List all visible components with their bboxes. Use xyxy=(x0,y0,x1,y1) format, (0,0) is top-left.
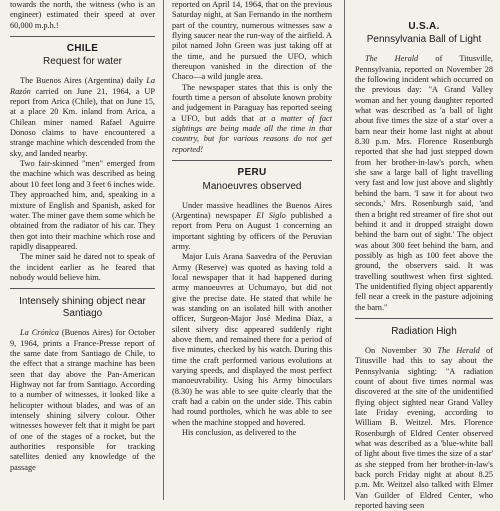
article-paragraph: The Herald of Titusville, Pennsylvania, reported on November 28 the following incident which occurred on the previous day: "A Grand Valley woman and her young daughter reported what was described as 'a ball of light about five times the size of a star' over a barn near their home last night at about 8.30 p.m. Mrs. Florence Rosenburgh reported that she had just stepped down from her brother-in-law's porch, when she saw a large ball of light travelling very fast and low just above and slightly behind the barn. 'I saw it for about two seconds,' Mrs. Rosenburgh said, 'and then a bright red streamer of fire shot out behind it and it dropped straight down behind the barn out of sight.' The object was about 300 feet behind the barn, and possibly as high as 100 feet above the ground, the observers said. It was travelling southwest when first sighted. The unidentified flying object apparently fell near a creek in the pasture adjoining the barn." xyxy=(355,54,493,312)
headline-radiation-high: Radiation High xyxy=(391,325,457,337)
section-rule xyxy=(172,160,332,161)
section-rule xyxy=(355,318,493,319)
article-paragraph: Major Luis Arana Saavedra of the Peruvian Army (Reserve) was quoted as having told a local newspaper that it had happened during army manoeuvres at Uchumayo, but did not give the precise date. He stated that while he was standing on an isolated hill with another officer, Surgeon-Major José Medina Díaz, a silent silvery disc appeared suddenly right above them, and remained there for a period of five minutes, checked by his watch. During this time the craft performed various evolutions at varying speeds, and displayed the most perfect manoeuvrability. Using his Army binoculars (8.30) he was able to see quite clearly that the craft had a cabin on the under side. This cabin had round portholes, which he was able to see when the machine stopped and hovered. xyxy=(172,252,332,427)
country-heading-peru: PERU xyxy=(237,167,267,179)
intro-paragraph: towards the north, the witness (who is an engineer) estimated their speed at over 60,000 m.p.h.! xyxy=(10,0,155,30)
column-divider xyxy=(344,0,345,500)
article-paragraph: Two fair-skinned "men" emerged from the machine which was described as being about 10 feet long and 3 feet 6 inches wide. They approached him, and, speaking in a mixture of English and Spanish, asked for water. The miner gave them some which he obtained from the radiator of his car. They then got into their machine which rose and rapidly disappeared. xyxy=(10,159,155,251)
article-paragraph: The newspaper states that this is only the fourth time a person of absolute known probity and judgement in Paraguay has reported seeing a UFO, but adds that at a matter of fact sightings are being made all the time in that country, but for various reasons do not get reported! xyxy=(172,82,332,154)
headline-request-for-water: Request for water xyxy=(43,56,122,68)
column-right xyxy=(355,0,493,511)
section-rule xyxy=(10,288,155,289)
headline-santiago: Intensely shining object near Santiago xyxy=(19,296,146,320)
headline-pennsylvania: Pennsylvania Ball of Light xyxy=(366,34,482,46)
country-heading-usa: U.S.A. xyxy=(408,21,440,32)
column-divider xyxy=(163,0,164,500)
section-rule xyxy=(10,36,155,37)
country-heading-chile: CHILE xyxy=(66,43,99,55)
column-left xyxy=(10,0,155,500)
intro-paragraph: reported on April 14, 1964, that on the previous Saturday night, at San Fernando in the northern part of the country, numerous witnesses saw a flying saucer near the run-way of the airfield. A pilot named John Green was just taking off at the time, and he pursued the UFO, which thereupon vanished in the direction of the Chaco—a wild jungle area. xyxy=(172,0,332,82)
headline-manoeuvres: Manoeuvres observed xyxy=(202,180,302,192)
column-middle xyxy=(172,0,332,500)
article-paragraph: His conclusion, as delivered to the xyxy=(182,428,297,438)
article-paragraph: On November 30 The Herald of Titusville had this to say about the Pennsylvania sighting: "A radiation count of about five times normal was discovered at the site of the unidentified flying object sighted near Grand Valley late Friday evening, according to William B. Weitzel. Mrs. Florence Rosenburgh of Eldred Center observed what was described as a 'blue-white ball of light about five times the size of a star' as she stepped from her brother-in-law's back porch Friday night at about 8.25 p.m. Mr. Weitzel also talked with Elmer Van Guilder of Eldred Center, who reported having seen xyxy=(355,345,493,511)
article-paragraph: La Crónica (Buenos Aires) for October 9, 1964, prints a France-Presse report of the same date from Santiago de Chile, to the effect that a strange machine has been seen that day above the Pan-American Highway not far from Santiago. According to a number of witnesses, it looked like a helicopter without blades, and was of an intensely shining silvery colour. Other witnesses however felt that it might be part of one of the stages of a rocket, but the authorities responsible for tracking satellites denied any knowledge of the passage xyxy=(10,328,155,472)
article-paragraph: Under massive headlines the Buenos Aires (Argentina) newspaper El Siglo published a report from Peru on August 1 concerning an important sighting by officers of the Peruvian army. xyxy=(172,200,332,251)
article-paragraph: The Buenos Aires (Argentina) daily La Razón carried on June 21, 1964, a UP report from Arica (Chile), that on June 15, at a place 20 Km. inland from Arica, a Chilean miner named Rafael Aguirre Donoso claims to have encountered a strange machine which descended from the sky, and landed nearby. xyxy=(10,76,155,158)
article-paragraph: The miner said he dared not to speak of the incident earlier as he feared that nobody would believe him. xyxy=(10,252,155,282)
